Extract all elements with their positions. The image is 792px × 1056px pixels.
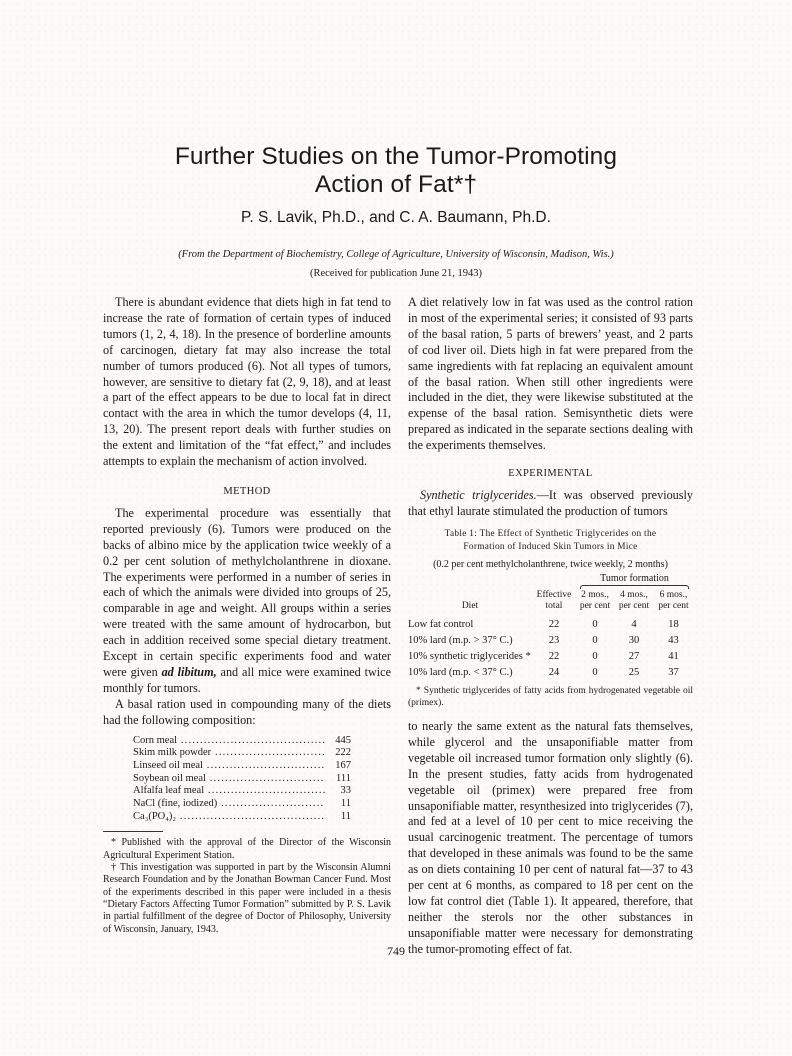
table-subcaption: (0.2 per cent methylcholanthrene, twice weekly, 2 months) [433, 558, 668, 570]
col-header-4mos: 4 mos., per cent [618, 590, 650, 611]
title-line-2: Action of Fat*† [314, 171, 478, 198]
ad-libitum-term: ad libitum, [161, 664, 217, 679]
experimental-heading: EXPERIMENTAL [508, 468, 593, 480]
footnotes [103, 837, 391, 935]
ingredient-row: Linseed oil meal ..... 167 [133, 760, 351, 773]
method-heading: METHOD [223, 485, 271, 497]
footnote-divider [103, 831, 163, 832]
ingredient-row: Ca₃(PO₄)₂ ..... 11 [133, 811, 351, 824]
diet-paragraph: A diet relatively low in fat was used as the control ration in most of the experimental series; it consisted of 93 parts of the basal ration, 5 parts of brewers’ yeast, and 2 parts of cod liver oil. Diets high in fat were prepared from the same ingredients with fat replacing an equivalent amount of the basal ration. When still other ingredients were included in the diet, they were likewise substituted at the expense of the basal ration. Semisynthetic diets were prepared as indicated in the separate sections dealing with the experiments themselves. [408, 295, 693, 453]
table-caption: Table 1: The Effect of Synthetic Triglycerides on the Formation of Induced Skin Tumors in Mice [444, 528, 657, 552]
affiliation: (From the Department of Biochemistry, College of Agriculture, University of Wisconsin, Madison, Wis.) [178, 249, 614, 260]
method-paragraph-1: The experimental procedure was essentially that reported previously (6). Tumors were produced on the backs of albino mice by the application twice weekly of a 0.2 per cent solution of methylcholanthrene in dioxane. The experiments were performed in a number of series in each of which the animals were divided into groups of 25, comparable in age and weight. All groups within a series were treated with the same amount of hydrocarbon, but each in addition received some special dietary treatment. Except in certain specific experiments food and water were given ad libitum, and all mice were examined twice monthly for tumors. [103, 505, 391, 695]
tumor-formation-header: Tumor formation [600, 572, 669, 584]
table-row: 10% synthetic triglycerides * 22 0 27 41 [408, 651, 679, 663]
col-header-effective-total: Effective total [536, 590, 572, 611]
tumor-table [408, 574, 693, 681]
method-paragraph-2: A basal ration used in compounding many of the diets had the following composition: [103, 696, 391, 727]
article-title [0, 143, 792, 199]
ingredient-row: Alfalfa leaf meal ..... 33 [133, 785, 351, 798]
footnote-approval: * Published with the approval of the Director of the Wisconsin Agricultural Experiment Station. [103, 837, 391, 861]
table-row: Low fat control 22 0 4 18 [408, 619, 679, 631]
brace-rule [580, 585, 689, 589]
results-paragraph: to nearly the same extent as the natural fats themselves, while glycerol and the unsaponifiable matter from vegetable oil increased tumor formation only slightly (6). In the present studies, fatty acids from hydrogenated vegetable oil (primex) were prepared free from unsaponifiable matter, resynthesized into triglycerides (7), and fed at a level of 10 per cent to mice receiving the usual carcinogenic treatment. The percentage of tumors that developed in these animals was found to be the same as on diets containing 10 per cent of natural fat—37 to 43 per cent at 6 months, as compared to 18 per cent on the low fat control diet (Table 1). It appeared, therefore, that neither the sterols nor the other substances in unsaponifiable matter were necessary for demonstrating the tumor-promoting effect of fat. [408, 719, 693, 956]
authors: P. S. Lavik, Ph.D., and C. A. Baumann, Ph.D. [241, 209, 551, 226]
footnote-funding: † This investigation was supported in part by the Wisconsin Alumni Research Foundation and by the Jonathan Bowman Cancer Fund. Most of the experiments described in this paper were included in a thesis “Dietary Factors Affecting Tumor Formation” submitted by P. S. Lavik in partial fulfillment of the degree of Doctor of Philosophy, University of Wisconsin, January, 1943. [103, 862, 391, 935]
left-column [103, 295, 391, 936]
right-column-continued [408, 719, 693, 958]
ingredient-row: Soybean oil meal ..... 111 [133, 773, 351, 786]
table-footnote: * Synthetic triglycerides of fatty acids from hydrogenated vegetable oil (primex). [408, 685, 693, 708]
ingredient-row: Skim milk powder ..... 222 [133, 747, 351, 760]
col-header-6mos: 6 mos., per cent [658, 590, 689, 611]
table-row: 10% lard (m.p. < 37° C.) 24 0 25 37 [408, 667, 679, 678]
intro-paragraph: There is abundant evidence that diets high in fat tend to increase the rate of formation of certain types of induced tumors (1, 2, 4, 18). In the presence of borderline amounts of carcinogen, dietary fat may also increase the total number of tumors produced (6). Not all types of tumors, however, are sensitive to dietary fat (2, 9, 18), and at least a part of the effect appears to be due to local fat in direct contact with the area in which the tumor develops (4, 11, 13, 20). The present report deals with further studies on the extent and limitation of the “fat effect,” and includes attempts to explain the mechanism of action involved. [103, 295, 391, 469]
table-row: 10% lard (m.p. > 37° C.) 23 0 30 43 [408, 635, 679, 647]
synthetic-triglycerides-paragraph: Synthetic triglycerides.—It was observed previously that ethyl laurate stimulated the production of tumors [408, 487, 693, 518]
basal-ration-list [133, 735, 351, 824]
ingredient-row: NaCl (fine, iodized) ..... 11 [133, 798, 351, 811]
col-header-2mos: 2 mos., per cent [579, 590, 611, 611]
title-line-1: Further Studies on the Tumor-Promoting [174, 143, 618, 170]
table-1 [408, 528, 693, 709]
ingredient-row: Corn meal ..... 445 [133, 735, 351, 748]
right-column [408, 295, 693, 709]
col-header-diet: Diet [461, 600, 479, 611]
received-date: (Received for publication June 21, 1943) [309, 268, 483, 279]
page-number: 749 [387, 944, 405, 958]
